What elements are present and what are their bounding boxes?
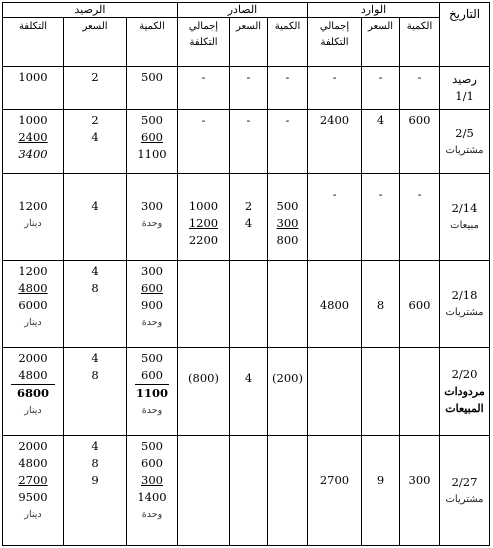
out-price-cell xyxy=(230,436,268,546)
in-total-cell xyxy=(308,436,362,546)
cell-value: 9 xyxy=(91,473,99,488)
cell-value: - xyxy=(378,186,383,201)
cell-value: - xyxy=(201,113,206,128)
bal-cost-cell xyxy=(3,436,64,546)
cell-value: 2000 xyxy=(18,439,48,454)
date-cell xyxy=(440,348,490,436)
cell-value: - xyxy=(378,70,383,84)
in-total-cell xyxy=(308,173,362,260)
table-row xyxy=(3,173,490,260)
date-cell xyxy=(440,110,490,174)
cell-value: 300 xyxy=(141,263,163,278)
cell-value: 2000 xyxy=(18,351,48,366)
date-line: 2/27 xyxy=(451,474,478,489)
cell-value: 3400 xyxy=(18,147,48,162)
cell-value: - xyxy=(332,186,337,201)
bal-price-cell xyxy=(64,436,127,546)
cell-value: 8 xyxy=(91,280,99,295)
out-qty-header: الكمية xyxy=(268,18,308,67)
incoming-header: الوارد xyxy=(308,3,440,18)
date-line: 2/20 xyxy=(451,367,478,382)
date-line: مشتريات xyxy=(445,493,484,505)
out-qty-cell xyxy=(268,348,308,436)
cell-value: وحدة xyxy=(141,217,163,229)
cell-value: 4800 xyxy=(18,368,48,383)
cell-value: 9 xyxy=(376,473,385,488)
table-row xyxy=(3,67,490,110)
cell-value: 4 xyxy=(91,130,99,145)
cell-value: - xyxy=(417,186,422,201)
cell-value: - xyxy=(285,70,290,84)
bal-cost-cell xyxy=(3,260,64,348)
cell-value: 500 xyxy=(276,198,299,213)
out-total-cell xyxy=(178,260,230,348)
bal-price-cell xyxy=(64,348,127,436)
bal-qty-header: الكمية xyxy=(127,18,178,67)
cell-value: 300 xyxy=(408,473,431,488)
cell-value: 800 xyxy=(276,232,299,247)
cell-value: 500 xyxy=(141,351,163,366)
date-line: 2/18 xyxy=(451,287,478,302)
bal-cost-header: التكلفة xyxy=(3,18,64,67)
date-line: رصيد xyxy=(452,72,477,87)
table-row xyxy=(3,348,490,436)
out-price-cell xyxy=(230,173,268,260)
date-cell xyxy=(440,260,490,348)
out-price-header: السعر xyxy=(230,18,268,67)
cell-value: 1100 xyxy=(135,386,168,401)
in-price-header: السعر xyxy=(362,18,400,67)
bal-qty-cell xyxy=(127,348,178,436)
cell-value: - xyxy=(246,113,251,128)
out-total-cell xyxy=(178,436,230,546)
date-line: 2/5 xyxy=(455,125,474,140)
cell-value: 2400 xyxy=(18,130,48,145)
table-row xyxy=(3,260,490,348)
bal-cost-cell xyxy=(3,173,64,260)
bal-qty-cell xyxy=(127,173,178,260)
cell-value: 600 xyxy=(141,456,163,471)
cell-value: دينار xyxy=(24,217,42,229)
cell-value: 1000 xyxy=(18,70,48,84)
in-qty-cell xyxy=(400,67,440,110)
out-price-cell xyxy=(230,67,268,110)
cell-value: 1000 xyxy=(18,113,48,128)
cell-value: 4800 xyxy=(18,456,48,471)
in-qty-cell xyxy=(400,173,440,260)
cell-value: 1200 xyxy=(18,198,48,213)
bal-price-header: السعر xyxy=(64,18,127,67)
cell-value: 600 xyxy=(141,280,163,295)
out-total-cell xyxy=(178,348,230,436)
cell-value: 4 xyxy=(376,113,385,128)
out-price-cell xyxy=(230,348,268,436)
cell-value: 2700 xyxy=(319,473,350,488)
date-line: مردودات xyxy=(444,385,485,399)
bal-price-cell xyxy=(64,67,127,110)
cell-value: 1400 xyxy=(137,490,167,505)
cell-value: 4800 xyxy=(319,297,350,312)
in-price-cell xyxy=(362,67,400,110)
header-column-row xyxy=(3,18,490,67)
cell-value: 4 xyxy=(91,439,99,454)
cell-value: (800) xyxy=(188,371,219,386)
in-price-cell xyxy=(362,348,400,436)
in-total-cell xyxy=(308,348,362,436)
cell-value: 1200 xyxy=(18,263,48,278)
in-price-cell xyxy=(362,173,400,260)
out-qty-cell xyxy=(268,67,308,110)
cell-value: 2200 xyxy=(188,232,219,247)
in-qty-cell xyxy=(400,436,440,546)
out-qty-cell xyxy=(268,173,308,260)
cell-value: 600 xyxy=(408,297,431,312)
out-price-cell xyxy=(230,260,268,348)
out-total-cell xyxy=(178,173,230,260)
cell-value: 4 xyxy=(91,351,99,366)
cell-value: 1000 xyxy=(188,198,219,213)
cell-value: 1100 xyxy=(137,147,167,162)
in-price-cell xyxy=(362,110,400,174)
cell-value: - xyxy=(285,113,290,128)
bal-qty-cell xyxy=(127,260,178,348)
bal-cost-cell xyxy=(3,348,64,436)
date-cell xyxy=(440,67,490,110)
cell-value: 4 xyxy=(244,371,253,386)
date-line: مشتريات xyxy=(445,144,484,156)
ledger-body xyxy=(3,67,490,546)
out-total-header: إجمالي التكلفة xyxy=(178,18,230,67)
in-qty-cell xyxy=(400,348,440,436)
table-row xyxy=(3,110,490,174)
cell-value: 4 xyxy=(91,263,99,278)
cell-value: دينار xyxy=(24,316,42,328)
cell-value: 4 xyxy=(244,215,253,230)
cell-value: 300 xyxy=(141,473,163,488)
bal-cost-cell xyxy=(3,67,64,110)
in-total-cell xyxy=(308,67,362,110)
out-qty-cell xyxy=(268,260,308,348)
bal-price-cell xyxy=(64,260,127,348)
cell-value: 500 xyxy=(141,70,163,84)
cell-value: دينار xyxy=(24,509,42,521)
out-qty-cell xyxy=(268,436,308,546)
cell-value: 300 xyxy=(141,198,163,213)
date-cell xyxy=(440,173,490,260)
cell-value: 2 xyxy=(244,198,253,213)
bal-qty-cell xyxy=(127,110,178,174)
cell-value: 1200 xyxy=(188,215,219,230)
cell-value: وحدة xyxy=(141,509,163,521)
cell-value: 8 xyxy=(91,456,99,471)
cell-value: - xyxy=(201,70,206,84)
cell-value: 4800 xyxy=(18,280,48,295)
bal-price-cell xyxy=(64,173,127,260)
in-price-cell xyxy=(362,260,400,348)
cell-value: 300 xyxy=(276,215,299,230)
cell-value: - xyxy=(246,70,251,84)
cell-value: دينار xyxy=(24,405,42,417)
cell-value: 2400 xyxy=(319,113,350,128)
date-line: مبيعات xyxy=(450,219,479,231)
in-qty-cell xyxy=(400,260,440,348)
in-total-cell xyxy=(308,260,362,348)
cell-value: 2700 xyxy=(18,473,48,488)
cell-value: 600 xyxy=(408,113,431,128)
cell-value: - xyxy=(417,70,422,84)
bal-qty-cell xyxy=(127,436,178,546)
cell-value: 900 xyxy=(141,297,163,312)
table-row xyxy=(3,436,490,546)
out-total-cell xyxy=(178,67,230,110)
cell-value: 2 xyxy=(91,70,99,84)
in-qty-header: الكمية xyxy=(400,18,440,67)
cell-value: (200) xyxy=(272,371,303,386)
in-qty-cell xyxy=(400,110,440,174)
date-cell xyxy=(440,436,490,546)
cell-value: 4 xyxy=(91,198,99,213)
bal-cost-cell xyxy=(3,110,64,174)
date-line: مشتريات xyxy=(445,306,484,318)
cell-value: 500 xyxy=(141,439,163,454)
in-total-cell xyxy=(308,110,362,174)
header-group-row xyxy=(3,3,490,18)
inventory-ledger-table xyxy=(2,2,490,546)
cell-value: - xyxy=(332,70,337,84)
in-total-header: إجمالي التكلفة xyxy=(308,18,362,67)
cell-value: 6000 xyxy=(18,297,48,312)
out-qty-cell xyxy=(268,110,308,174)
bal-qty-cell xyxy=(127,67,178,110)
cell-value: وحدة xyxy=(141,316,163,328)
in-price-cell xyxy=(362,436,400,546)
out-total-cell xyxy=(178,110,230,174)
date-line: المبيعات xyxy=(445,402,484,416)
out-price-cell xyxy=(230,110,268,174)
cell-value: 9500 xyxy=(18,490,48,505)
cell-value: 600 xyxy=(141,130,163,145)
cell-value: 8 xyxy=(91,368,99,383)
cell-value: 500 xyxy=(141,113,163,128)
date-header: التاريخ xyxy=(440,3,490,67)
cell-value: 2 xyxy=(91,113,99,128)
cell-value: 8 xyxy=(376,297,385,312)
outgoing-header: الصادر xyxy=(178,3,308,18)
date-line: 1/1 xyxy=(455,89,474,104)
cell-value: 600 xyxy=(141,368,163,383)
balance-header: الرصيد xyxy=(3,3,178,18)
cell-value: 6800 xyxy=(16,386,49,401)
date-line: 2/14 xyxy=(451,200,478,215)
cell-value: وحدة xyxy=(141,405,163,417)
bal-price-cell xyxy=(64,110,127,174)
